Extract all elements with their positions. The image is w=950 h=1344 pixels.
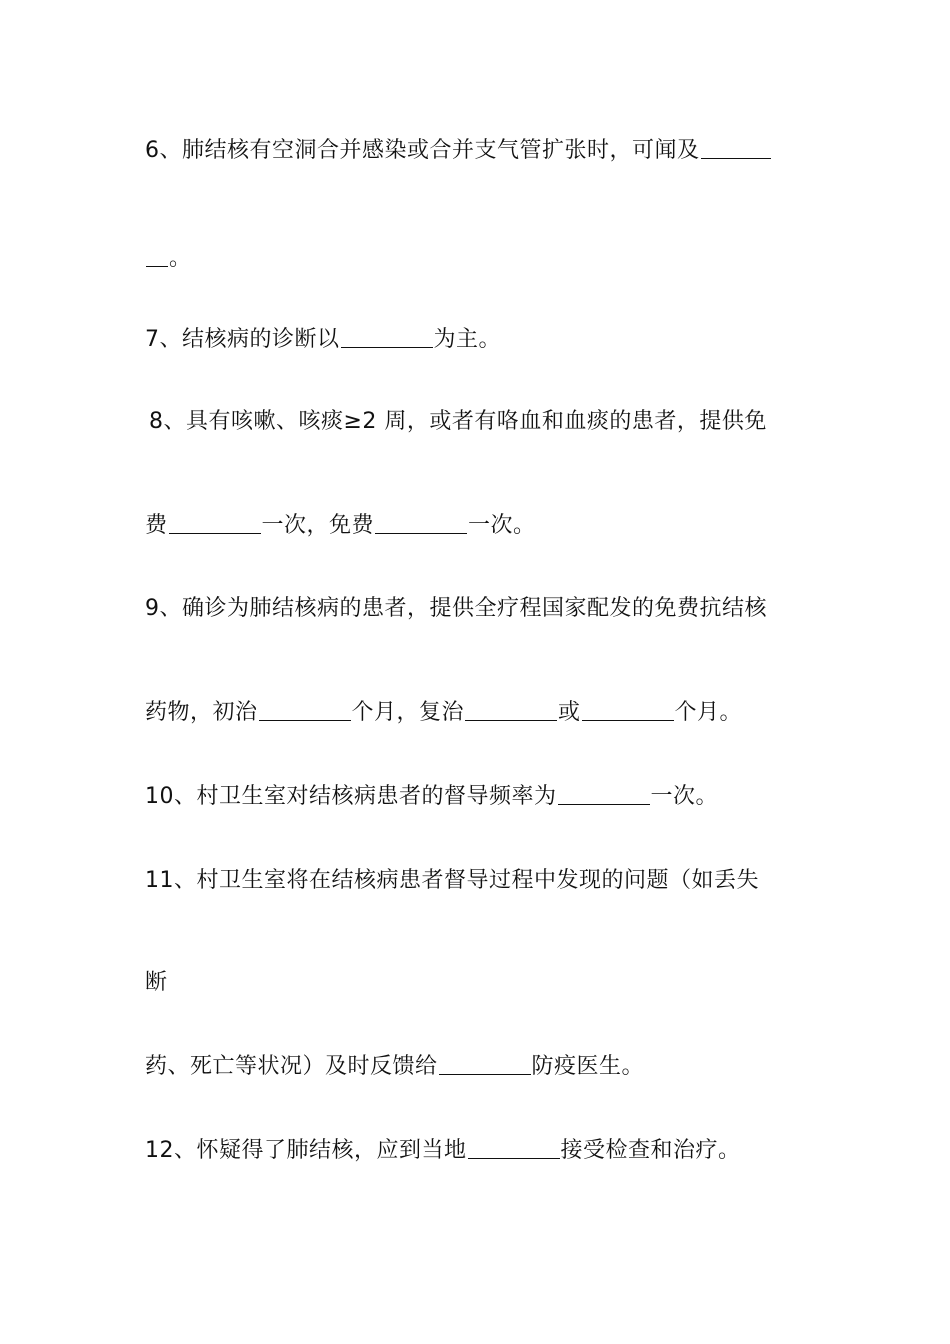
question-7-text-before: 7、结核病的诊断以 xyxy=(145,327,340,352)
question-9-text: 9、确诊为肺结核病的患者，提供全疗程国家配发的免费抗结核 xyxy=(145,596,767,621)
question-10-blank xyxy=(558,782,650,805)
question-6-line-2 xyxy=(145,244,192,274)
question-11-text-a: 药、死亡等状况）及时反馈给 xyxy=(145,1054,438,1079)
question-11-line-2 xyxy=(145,968,168,998)
question-9-line-1 xyxy=(145,594,767,624)
question-9-blank-2 xyxy=(465,698,557,721)
question-11-text-b: 防疫医生。 xyxy=(531,1054,645,1079)
question-7-blank xyxy=(341,325,433,348)
question-12-text-after: 接受检查和治疗。 xyxy=(560,1138,741,1163)
question-8-line-2 xyxy=(145,511,536,541)
question-11-line-3 xyxy=(145,1052,644,1082)
question-9-text-b: 个月，复治 xyxy=(351,700,465,725)
question-11-text: 11、村卫生室将在结核病患者督导过程中发现的问题（如丢失 xyxy=(145,868,759,893)
question-8-text-c: 一次。 xyxy=(468,513,536,538)
question-8-blank-1 xyxy=(169,511,261,534)
question-12-blank xyxy=(468,1136,560,1159)
question-6-blank-continued xyxy=(146,244,168,267)
question-8-line-1 xyxy=(149,407,767,437)
question-9-line-2 xyxy=(145,698,742,728)
question-9-blank-1 xyxy=(259,698,351,721)
question-11-line-1 xyxy=(145,866,759,896)
question-8-text: 8、具有咳嗽、咳痰≥2 周，或者有咯血和血痰的患者，提供免 xyxy=(149,409,767,434)
question-8-blank-2 xyxy=(375,511,467,534)
question-9-blank-3 xyxy=(582,698,674,721)
question-8-text-b: 一次，免费 xyxy=(261,513,375,538)
question-6-text: 6、肺结核有空洞合并感染或合并支气管扩张时，可闻及 xyxy=(145,138,700,163)
question-6-line-1 xyxy=(145,136,772,166)
question-6-end: 。 xyxy=(169,246,192,271)
question-11-text-2: 断 xyxy=(145,970,168,995)
question-6-blank xyxy=(701,136,771,159)
question-10 xyxy=(145,782,718,812)
question-9-text-c: 或 xyxy=(558,700,581,725)
question-7 xyxy=(145,325,501,355)
question-9-text-a: 药物，初治 xyxy=(145,700,258,725)
question-7-text-after: 为主。 xyxy=(433,327,502,352)
question-8-text-a: 费 xyxy=(145,513,168,538)
question-10-text-before: 10、村卫生室对结核病患者的督导频率为 xyxy=(145,784,557,809)
question-11-blank xyxy=(439,1052,531,1075)
question-10-text-after: 一次。 xyxy=(650,784,719,809)
question-9-text-d: 个月。 xyxy=(674,700,743,725)
question-12 xyxy=(145,1136,741,1166)
question-12-text-before: 12、怀疑得了肺结核，应到当地 xyxy=(145,1138,467,1163)
